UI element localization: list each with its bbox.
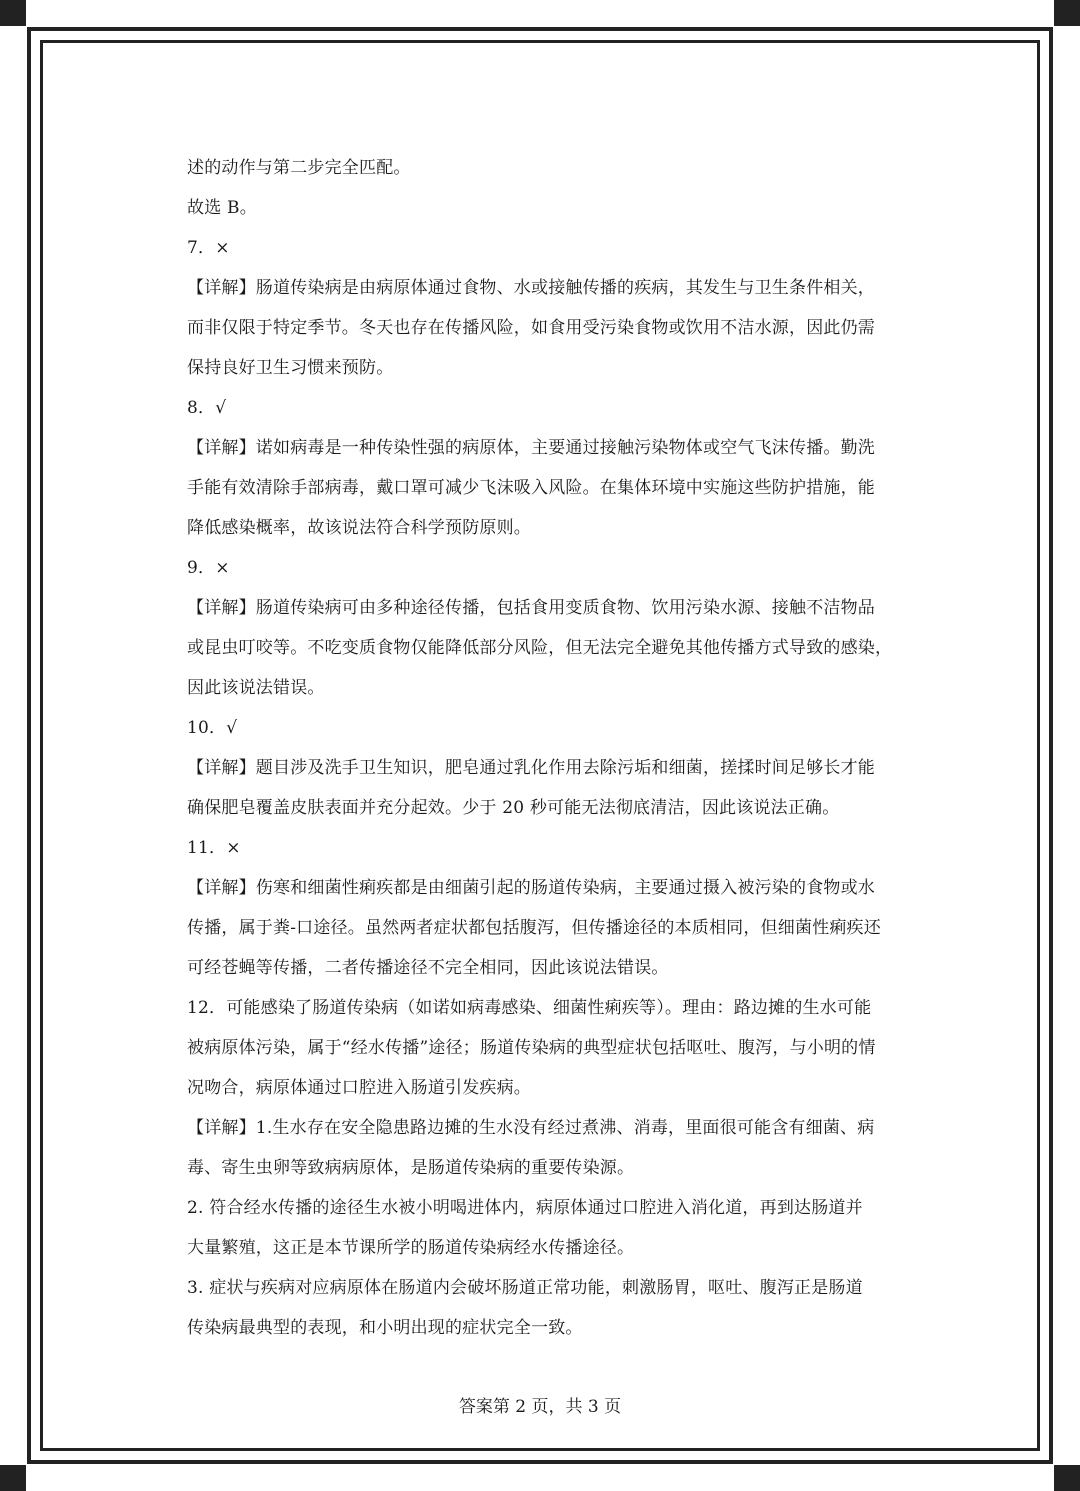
text-line: 降低感染概率，故该说法符合科学预防原则。: [187, 518, 531, 538]
text-line: 毒、寄生虫卵等致病病原体，是肠道传染病的重要传染源。: [187, 1158, 635, 1178]
text-line: 因此该说法错误。: [187, 678, 325, 698]
question-number: 9．×: [187, 558, 230, 578]
text-line: 3. 症状与疾病对应病原体在肠道内会破坏肠道正常功能，刺激肠胃，呕吐、腹泻正是肠道: [187, 1278, 863, 1298]
text-line: 【详解】1.生水存在安全隐患路边摊的生水没有经过煮沸、消毒，里面很可能含有细菌、病: [187, 1118, 875, 1138]
answer-content: [187, 148, 899, 1348]
text-line: 确保肥皂覆盖皮肤表面并充分起效。少于 20 秒可能无法彻底清洁，因此该说法正确。: [187, 798, 840, 818]
text-line: 传播，属于粪-口途径。虽然两者症状都包括腹泻，但传播途径的本质相同，但细菌性痢疾还: [187, 918, 881, 938]
text-line: 述的动作与第二步完全匹配。: [187, 158, 411, 178]
corner-mark-top-right: [1054, 0, 1080, 26]
text-line: 被病原体污染，属于“经水传播”途径；肠道传染病的典型症状包括呕吐、腹泻，与小明的情: [187, 1038, 876, 1058]
text-line: 2. 符合经水传播的途径生水被小明喝进体内，病原体通过口腔进入消化道，再到达肠道并: [187, 1198, 863, 1218]
text-line: 【详解】肠道传染病是由病原体通过食物、水或接触传播的疾病，其发生与卫生条件相关，: [187, 278, 875, 298]
corner-mark-bottom-left: [0, 1465, 26, 1491]
text-line: 传染病最典型的表现，和小明出现的症状完全一致。: [187, 1318, 583, 1338]
text-line: 大量繁殖，这正是本节课所学的肠道传染病经水传播途径。: [187, 1238, 635, 1258]
question-number: 10．√: [187, 718, 238, 738]
text-line: 12．可能感染了肠道传染病（如诺如病毒感染、细菌性痢疾等）。理由：路边摊的生水可能: [187, 998, 872, 1018]
text-line: 手能有效清除手部病毒，戴口罩可减少飞沫吸入风险。在集体环境中实施这些防护措施，能: [187, 478, 875, 498]
question-number: 11．×: [187, 838, 241, 858]
corner-mark-top-left: [0, 0, 26, 26]
text-line: 故选 B。: [187, 198, 257, 218]
text-line: 况吻合，病原体通过口腔进入肠道引发疾病。: [187, 1078, 531, 1098]
text-line: 可经苍蝇等传播，二者传播途径不完全相同，因此该说法错误。: [187, 958, 669, 978]
question-number: 8．√: [187, 398, 227, 418]
text-line: 而非仅限于特定季节。冬天也存在传播风险，如食用受污染食物或饮用不洁水源，因此仍需: [187, 318, 875, 338]
text-line: 或昆虫叮咬等。不吃变质食物仅能降低部分风险，但无法完全避免其他传播方式导致的感染，: [187, 638, 893, 658]
text-line: 【详解】肠道传染病可由多种途径传播，包括食用变质食物、饮用污染水源、接触不洁物品: [187, 598, 875, 618]
question-number: 7．×: [187, 238, 230, 258]
text-line: 【详解】伤寒和细菌性痢疾都是由细菌引起的肠道传染病，主要通过摄入被污染的食物或水: [187, 878, 875, 898]
corner-mark-bottom-right: [1054, 1465, 1080, 1491]
text-line: 保持良好卫生习惯来预防。: [187, 358, 394, 378]
page-footer: 答案第 2 页，共 3 页: [458, 1397, 622, 1417]
text-line: 【详解】题目涉及洗手卫生知识，肥皂通过乳化作用去除污垢和细菌，搓揉时间足够长才能: [187, 758, 875, 778]
text-line: 【详解】诺如病毒是一种传染性强的病原体，主要通过接触污染物体或空气飞沫传播。勤洗: [187, 438, 875, 458]
